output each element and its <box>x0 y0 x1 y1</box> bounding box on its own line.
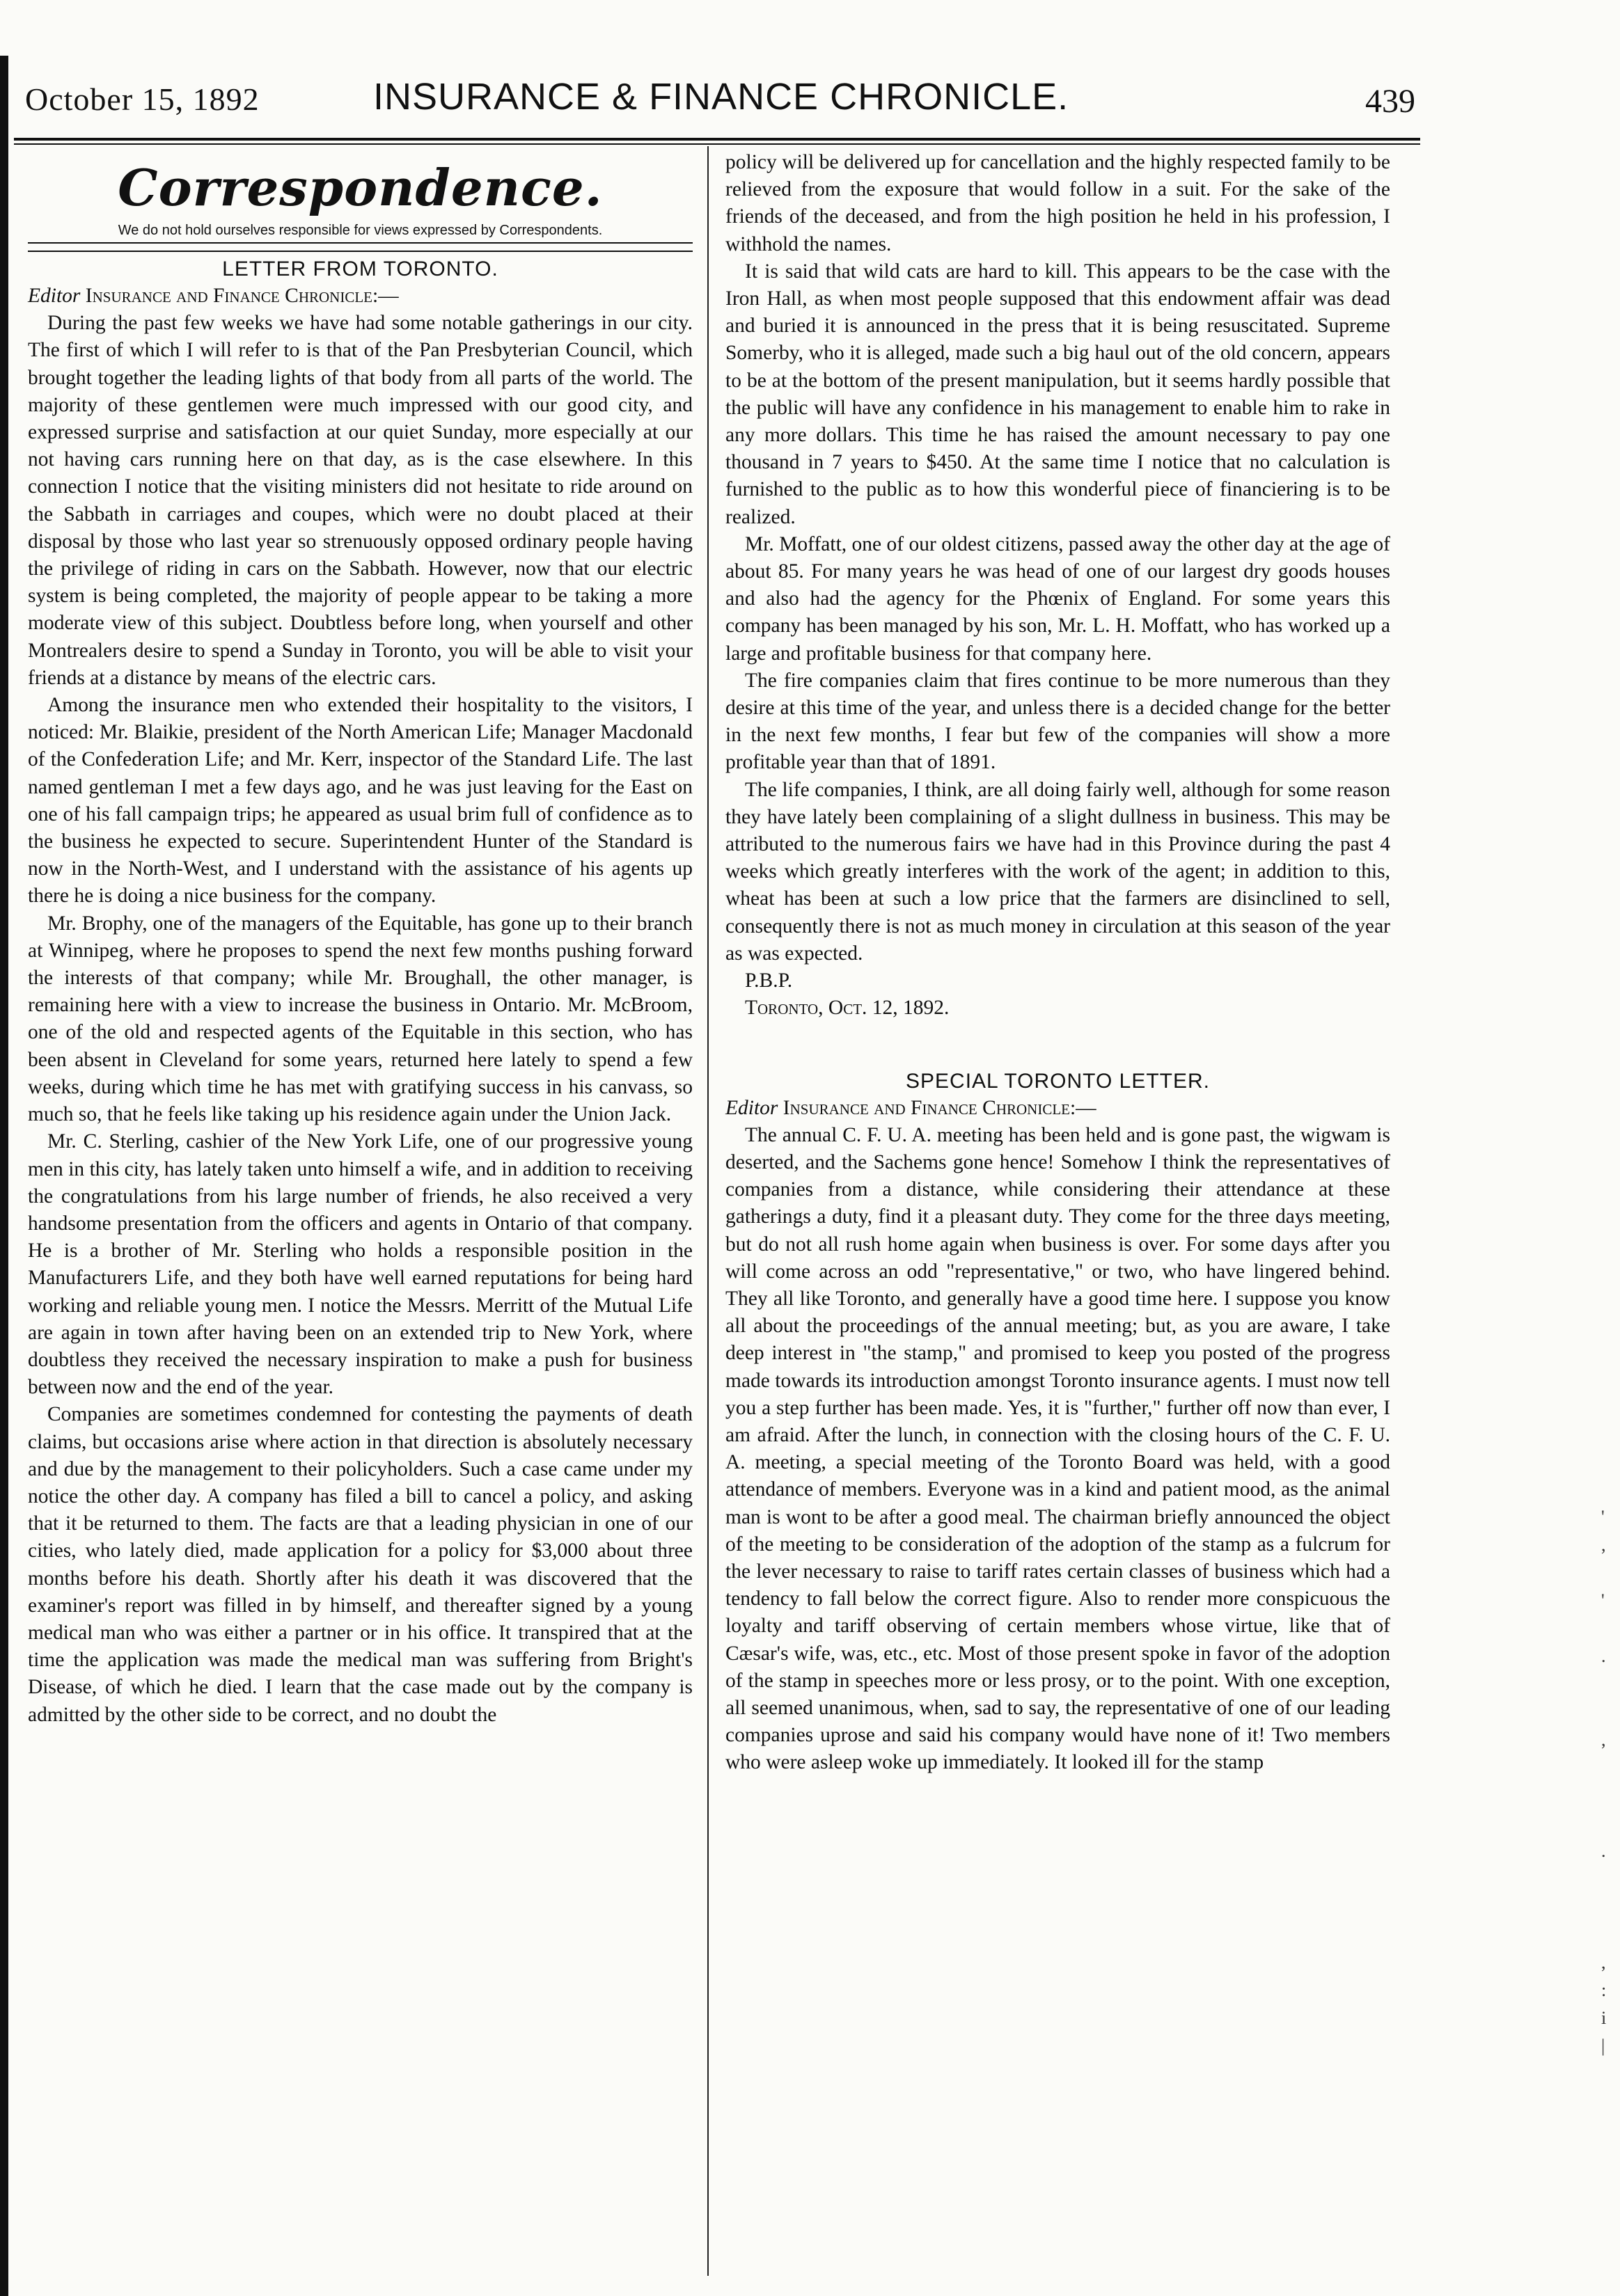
dateline: Toronto, Oct. 12, 1892. <box>745 997 950 1020</box>
letter-heading: SPECIAL TORONTO LETTER. <box>906 1069 1210 1093</box>
column-divider <box>707 146 709 2276</box>
page-number: 439 <box>1365 83 1415 120</box>
letter-heading: LETTER FROM TORONTO. <box>222 258 498 280</box>
left-column <box>28 149 693 1729</box>
binding-edge <box>0 56 8 2296</box>
signature: P.B.P. <box>745 969 793 992</box>
paragraph: Among the insurance men who extended their hospitality to the visitors, I noticed: Mr. Blaikie, president of the North American Life; Manager Macdonald of the Confederation Life; and Mr. Kerr, inspector of the Standard Life. The last named gentleman I met a few days ago, and he was just leaving for the East on one of his fall campaign trips; he appeared as usual brim full of confidence as to the business he expected to secure. Superintendent Hunter of the Standard is now in the North-West, and I understand with the assistance of his agents up there he is doing a nice business for the company. <box>28 694 693 908</box>
editor-name: Insurance and Finance Chronicle:— <box>783 1096 1096 1119</box>
right-column <box>725 149 1390 1777</box>
section-rule <box>28 242 693 252</box>
paragraph: The annual C. F. U. A. meeting has been held and is gone past, the wigwam is deserted, and the Sachems gone hence! Somehow I think the representatives of companies from a distance, while considering their attendance at these gatherings a duty, find it a pleasant duty. They come for the three days meeting, but do not all rush home again when business is over. For some days after you will come across an odd "representative," or two, who have lingered behind. They all like Toronto, and generally have a good time here. I suppose you know all about the proceedings of the annual meeting; but, as you are aware, I take deep interest in "the stamp," and promised to keep you posted of the progress made towards its introduction amongst Toronto insurance agents. I must now tell you a step further has been made. Yes, it is "further," further off now than ever, I am afraid. After the lunch, in connection with the closing hours of the C. F. U. A. meeting, a special meeting of the Toronto Board was held, with a good attendance of members. Everyone was in a kind and patient mood, as the animal man is wont to be after a good meal. The chairman briefly announced the object of the meeting to be consideration of the adoption of the stamp as a fulcrum for the lever necessary to raise to tariff rates certain classes of business which had a tendency to fall below the correct figure. Also to render more conspicuous the loyalty and tariff observing of certain members whose virtue, like that of Cæsar's wife, was, etc., etc. Most of those present spoke in favor of the adoption of the stamp in speeches more or less prosy, or to the point. With one exception, all seemed unanimous, when, sad to say, the representative of one of our leading companies uprose and said his company would have none of it! Two members who were asleep woke up immediately. It looked ill for the stamp <box>725 1123 1390 1774</box>
paragraph: It is said that wild cats are hard to kill. This appears to be the case with the Iron Hall, as when most people supposed that this endowment affair was dead and buried it is announced in the press that it is being resuscitated. Supreme Somerby, who it is alleged, made such a big haul out of the old concern, appears to be at the bottom of the present manipulation, but it seems hardly possible that the public will have any confidence in his management to enable him to rake in any more dollars. This time he has raised the amount necessary to pay one thousand in 7 years to $450. At the same time I notice that no calculation is furnished to the public as to how this wonderful piece of financiering is to be realized. <box>725 260 1390 528</box>
paragraph: Companies are sometimes condemned for contesting the payments of death claims, but occasions arise where action in that direction is absolutely necessary and due by the management to their policyholders. Such a case came under my notice the other day. A company has filed a bill to cancel a policy, and asking that it be returned to them. The facts are that a leading physician in one of our cities, who lately died, made application for a policy for $3,000 about three months before his death. Shortly after his death it was discovered that the examiner's report was filled in by himself, and thereafter signed by a young medical man who was either a partner or in his office. It transpired that at the time the application was made the medical man was suffering from Bright's Disease, of which he died. I learn that the case made out by the company is admitted by the other side to be correct, and no doubt the <box>28 1403 693 1726</box>
page-edge-marks: ' , ' . , . , : i | <box>1601 1507 1607 2056</box>
page-header <box>25 76 1417 141</box>
spacer <box>725 1022 1390 1066</box>
editor-label: Editor <box>725 1096 778 1119</box>
paragraph: Mr. C. Sterling, cashier of the New York Life, one of our progressive young men in this city, has lately taken unto himself a wife, and in addition to receiving the congratulations from his large number of friends, he also received a very handsome presentation from the officers and agents in Ontario of that company. He is a brother of Mr. Sterling who holds a responsible position in the Manufacturers Life, and they both have well earned reputations for being hard working and reliable young men. I notice the Messrs. Merritt of the Mutual Life are again in town after having been on an extended trip to New York, where doubtless they received the necessary inspiration to make a push for business between now and the end of the year. <box>28 1130 693 1399</box>
paragraph: During the past few weeks we have had some notable gatherings in our city. The first of which I will refer to is that of the Pan Presbyterian Council, which brought together the leading lights of that body from all parts of the world. The majority of these gentlemen were much impressed with our good city, and expressed surprise and satisfaction at our quiet Sunday, more especially at our not having cars running here on that day, as is the case elsewhere. In this connection I notice that the visiting ministers did not hesitate to ride around on the Sabbath in carriages and coupes, which were no doubt placed at their disposal by those who last year so strenuously opposed ordinary people having the privilege of riding in cars on the Sabbath. However, now that our electric system is being completed, the majority of people appear to be taking a more moderate view of this subject. Doubtless before long, when yourself and other Montrealers desire to spend a Sunday in Toronto, you will be able to visit your friends at a distance by means of the electric cars. <box>28 312 693 689</box>
disclaimer: We do not hold ourselves responsible for views expressed by Correspondents. <box>118 223 603 238</box>
paragraph-continued: policy will be delivered up for cancellation and the highly respected family to be relieved from the exposure that would follow in a suit. For the sake of the friends of the deceased, and from the high position he held in his profession, I withhold the names. <box>725 151 1390 255</box>
paragraph: The fire companies claim that fires continue to be more numerous than they desire at this time of the year, and unless there is a decided change for the better in the next few months, I fear but few of the companies will show a more profitable year than that of 1891. <box>725 669 1390 774</box>
editor-salutation <box>28 283 693 310</box>
header-rule-thin <box>14 143 1420 145</box>
header-rule <box>14 138 1420 141</box>
editor-name: Insurance and Finance Chronicle:— <box>85 285 399 307</box>
section-masthead: Correspondence. <box>118 158 603 217</box>
publication-title: INSURANCE & FINANCE CHRONICLE. <box>373 76 1069 118</box>
paragraph: Mr. Moffatt, one of our oldest citizens, passed away the other day at the age of about 85. For many years he was head of one of our largest dry goods houses and also had the agency for the Phœnix of England. For some years this company has been managed by his son, Mr. L. H. Moffatt, who has worked up a large and profitable business for that company here. <box>725 532 1390 665</box>
editor-label: Editor <box>28 285 81 307</box>
issue-date: October 15, 1892 <box>25 81 260 117</box>
paragraph: The life companies, I think, are all doing fairly well, although for some reason they have lately been complaining of a slight dullness in business. This may be attributed to the numerous fairs we have had in this Province during the past 4 weeks which greatly interferes with the work of the agent; in addition to this, wheat has been at such a low price that the farmers are disinclined to sell, consequently there is not as much money in circulation at this season of the year as was expected. <box>725 778 1390 965</box>
paragraph: Mr. Brophy, one of the managers of the Equitable, has gone up to their branch at Winnipeg, where he proposes to spend the next few months pushing forward the interests of that company; while Mr. Broughall, the other manager, is remaining here with a view to increase the business in Ontario. Mr. McBroom, one of the old and respected agents of the Equitable in this section, who has been absent in Cleveland for some years, returned here lately to spend a few weeks, during which time he has met with gratifying success in his canvass, so much so, that he feels like taking up his residence again under the Union Jack. <box>28 912 693 1126</box>
editor-salutation <box>725 1095 1390 1122</box>
